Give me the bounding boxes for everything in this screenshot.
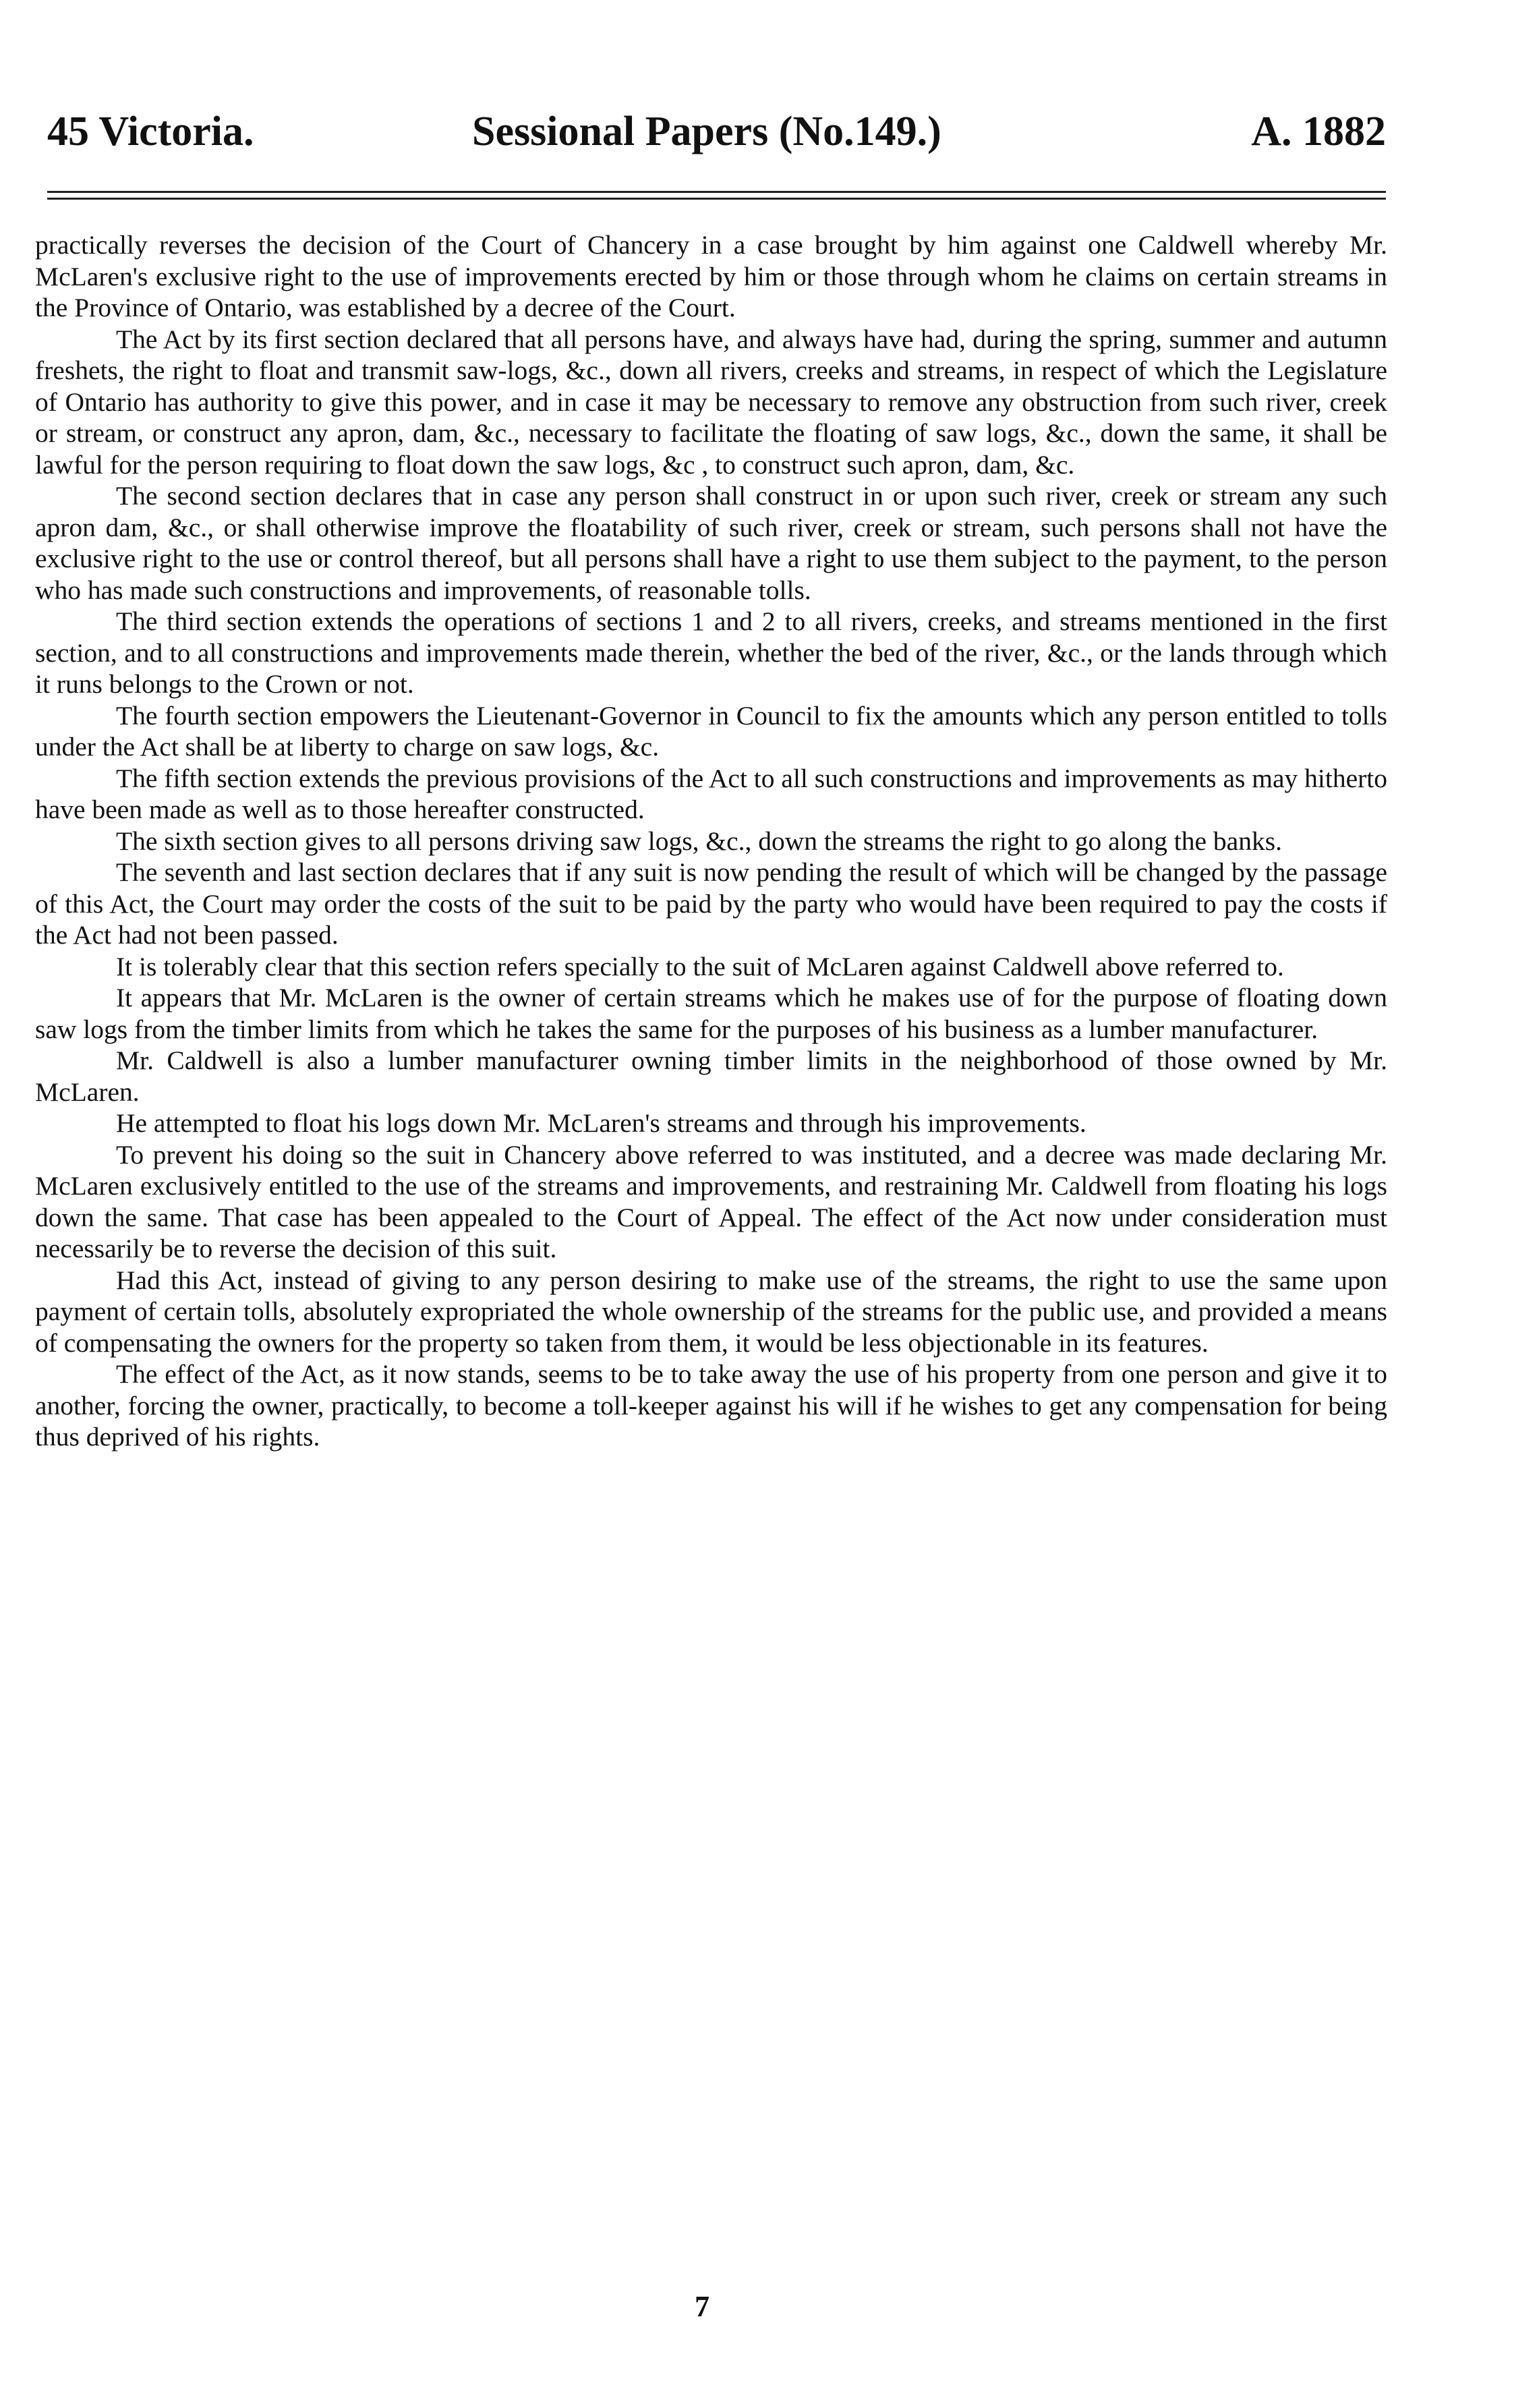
header-rule-bottom (47, 198, 1386, 200)
body-text (35, 229, 1387, 1453)
paragraph-11: Mr. Caldwell is also a lumber manufacturer owning timber limits in the neighborhood of those owned by Mr. McLaren. (35, 1045, 1387, 1107)
paragraph-10: It appears that Mr. McLaren is the owner of certain streams which he makes use of for the purpose of floating down saw logs from the timber limits from which he takes the same for the purposes of his business as a lumber manufacturer. (35, 983, 1387, 1044)
page-number: 7 (695, 2290, 709, 2323)
header-year: A. 1882 (1251, 109, 1386, 154)
paragraph-8: The seventh and last section declares that if any suit is now pending the result of which will be changed by the passage of this Act, the Court may order the costs of the suit to be paid by the party who would have been required to pay the costs if the Act had not been passed. (35, 857, 1387, 950)
header-rule-top (47, 191, 1386, 193)
running-header (47, 105, 1386, 159)
paragraph-6: The fifth section extends the previous provisions of the Act to all such constructions and improvements as may hitherto have been made as well as to those hereafter constructed. (35, 763, 1387, 824)
paragraph-14: Had this Act, instead of giving to any person desiring to make use of the streams, the right to use the same upon payment of certain tolls, absolutely expropriated the whole ownership of the streams for the public use, and provided a means of compensating the owners for the property so taken from them, it would be less objectionable in its features. (35, 1265, 1387, 1358)
paragraph-5: The fourth section empowers the Lieutenant-Governor in Council to fix the amounts which any person entitled to tolls under the Act shall be at liberty to charge on saw logs, &c. (35, 700, 1387, 762)
paragraph-7: The sixth section gives to all persons driving saw logs, &c., down the streams the right to go along the banks. (116, 826, 1282, 856)
paragraph-12: He attempted to float his logs down Mr. McLaren's streams and through his improvements. (116, 1108, 1086, 1138)
paragraph-13: To prevent his doing so the suit in Chancery above referred to was instituted, and a decree was made declaring Mr. McLaren exclusively entitled to the use of the streams and improvements, and restraining Mr. Caldwell from floating his logs down the same. That case has been appealed to the Court of Appeal. The effect of the Act now under consideration must necessarily be to reverse the decision of this suit. (35, 1139, 1387, 1263)
paragraph-15: The effect of the Act, as it now stands, seems to be to take away the use of his property from one person and give it to another, forcing the owner, practically, to become a toll-keeper against his will if he wishes to get any compensation for being thus deprived of his rights. (35, 1359, 1387, 1452)
paragraph-1: practically reverses the decision of the Court of Chancery in a case brought by him against one Caldwell whereby Mr. McLaren's exclusive right to the use of improvements erected by him or those through whom he claims on certain streams in the Province of Ontario, was established by a decree of the Court. (35, 230, 1387, 322)
header-title: Sessional Papers (No.149.) (472, 109, 941, 154)
paragraph-3: The second section declares that in case any person shall construct in or upon such river, creek or stream any such apron dam, &c., or shall otherwise improve the floatability of such river, creek or stream, such persons shall not have the exclusive right to the use or control thereof, but all persons shall have a right to use them subject to the payment, to the person who has made such constructions and improvements, of reasonable tolls. (35, 481, 1387, 605)
paragraph-2: The Act by its first section declared that all persons have, and always have had, during the spring, summer and autumn freshets, the right to float and transmit saw-logs, &c., down all rivers, creeks and streams, in respect of which the Legislature of Ontario has authority to give this power, and in case it may be necessary to remove any obstruction from such river, creek or stream, or construct any apron, dam, &c., necessary to facilitate the floating of saw logs, &c., down the same, it shall be lawful for the person requiring to float down the saw logs, &c , to construct such apron, dam, &c. (35, 324, 1387, 480)
paragraph-9: It is tolerably clear that this section refers specially to the suit of McLaren against Caldwell above referred to. (116, 951, 1284, 981)
header-volume: 45 Victoria. (47, 109, 254, 154)
paragraph-4: The third section extends the operations of sections 1 and 2 to all rivers, creeks, and streams mentioned in the first section, and to all constructions and improvements made therein, whether the bed of the river, &c., or the lands through which it runs belongs to the Crown or not. (35, 606, 1387, 699)
